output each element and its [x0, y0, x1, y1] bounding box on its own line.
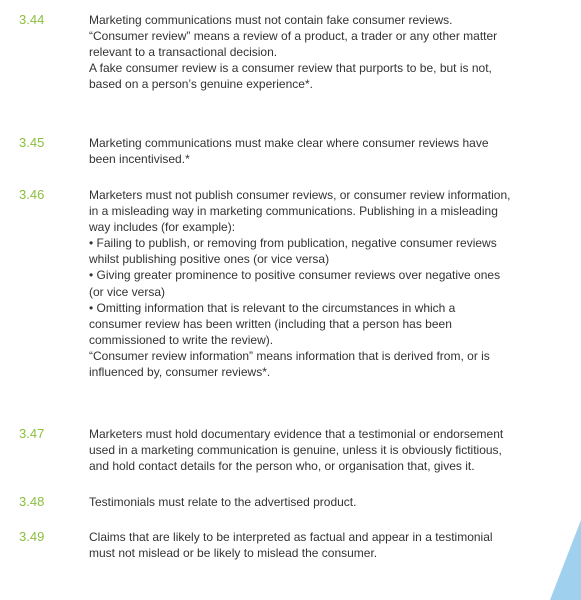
clause-line: been incentivised.*	[89, 152, 190, 167]
clause-text	[89, 529, 529, 561]
clause-text	[89, 494, 529, 510]
clause-line: Marketing communications must not contain fake consumer reviews.	[89, 13, 453, 27]
clause-number: 3.44	[19, 12, 45, 27]
bullet-item: • Giving greater prominence to positive consumer reviews over negative ones	[89, 268, 501, 283]
clause-line: relevant to a transactional decision.	[89, 45, 278, 60]
clause-line: based on a person’s genuine experience*.	[89, 77, 313, 92]
clause-number: 3.49	[19, 529, 45, 544]
clause-number: 3.46	[19, 187, 45, 202]
bullet-item: • Omitting information that is relevant to the circumstances in which a	[89, 300, 456, 315]
clause-number: 3.45	[19, 135, 45, 150]
clause-line: Testimonials must relate to the advertised product.	[89, 495, 357, 509]
clause-text	[89, 135, 529, 167]
bullet-item: • Failing to publish, or removing from publication, negative consumer reviews	[89, 236, 497, 251]
clause-text	[89, 12, 529, 92]
clause-line: Claims that are likely to be interpreted as factual and appear in a testimonial	[89, 530, 493, 544]
clause-line: (or vice versa)	[89, 284, 166, 299]
clause-number: 3.48	[19, 494, 45, 509]
clause-number: 3.47	[19, 426, 45, 441]
clause-line: whilst publishing positive ones (or vice versa)	[89, 252, 330, 267]
clause-line: “Consumer review” means a review of a product, a trader or any other matter	[89, 29, 498, 44]
clause-line: A fake consumer review is a consumer review that purports to be, but is not,	[89, 61, 492, 76]
clause-line: must not mislead or be likely to mislead the consumer.	[89, 546, 378, 561]
clause-text	[89, 426, 529, 474]
clause-line: way includes (for example):	[89, 220, 236, 235]
clause-text	[89, 187, 529, 380]
clause-line: “Consumer review information” means information that is derived from, or is	[89, 348, 490, 363]
clause-line: in a misleading way in marketing communications. Publishing in a misleading	[89, 204, 498, 219]
clause-line: commissioned to write the review).	[89, 332, 274, 347]
corner-accent-shape	[541, 520, 581, 600]
clause-line: Marketers must not publish consumer reviews, or consumer review information,	[89, 188, 511, 202]
clause-line: and hold contact details for the person who, or organisation that, gives it.	[89, 459, 475, 474]
clause-line: Marketing communications must make clear where consumer reviews have	[89, 136, 489, 150]
clause-line: Marketers must hold documentary evidence that a testimonial or endorsement	[89, 427, 504, 441]
clause-line: used in a marketing communication is genuine, unless it is obviously fictitious,	[89, 443, 502, 458]
clause-line: influenced by, consumer reviews*.	[89, 365, 271, 380]
clause-line: consumer review has been written (including that a person has been	[89, 316, 452, 331]
